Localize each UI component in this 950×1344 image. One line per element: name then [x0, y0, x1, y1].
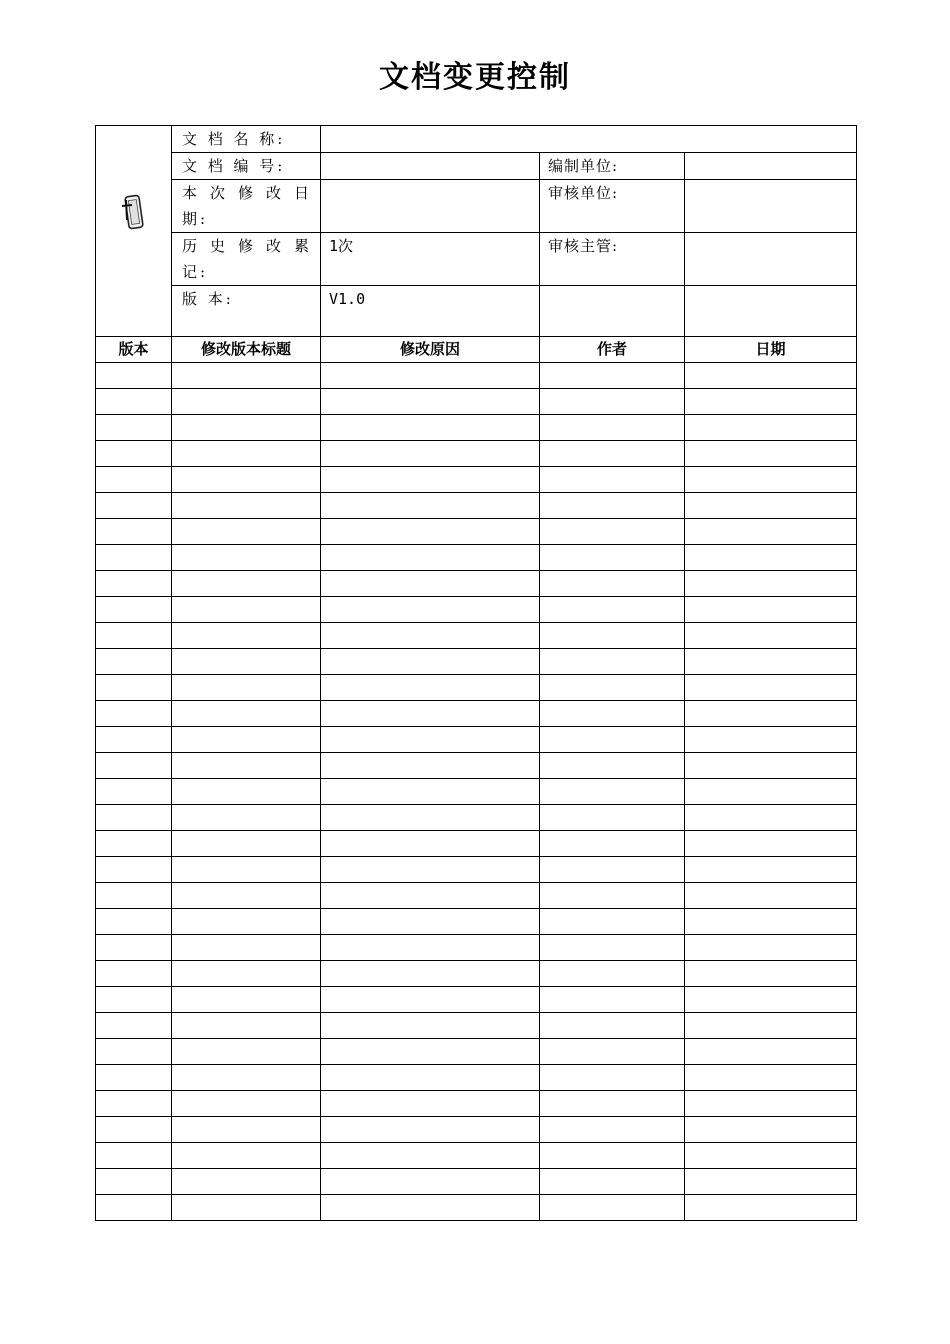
table-row [96, 389, 857, 415]
table-cell[interactable] [540, 805, 685, 831]
table-row [96, 1195, 857, 1221]
table-cell[interactable] [96, 831, 172, 857]
table-cell[interactable] [96, 961, 172, 987]
modify-date-value [321, 180, 540, 233]
table-cell[interactable] [321, 519, 540, 545]
table-cell[interactable] [172, 753, 321, 779]
table-cell[interactable] [540, 545, 685, 571]
review-unit-label: 审核单位: [540, 180, 685, 233]
table-cell[interactable] [685, 909, 857, 935]
table-cell[interactable] [685, 467, 857, 493]
table-cell[interactable] [540, 1039, 685, 1065]
table-cell[interactable] [685, 779, 857, 805]
table-cell[interactable] [685, 1117, 857, 1143]
table-row [96, 883, 857, 909]
table-cell[interactable] [685, 597, 857, 623]
table-cell[interactable] [96, 519, 172, 545]
table-cell[interactable] [321, 779, 540, 805]
table-cell[interactable] [685, 441, 857, 467]
table-cell[interactable] [172, 597, 321, 623]
table-cell[interactable] [172, 1091, 321, 1117]
table-cell[interactable] [321, 363, 540, 389]
table-cell[interactable] [540, 857, 685, 883]
table-cell[interactable] [540, 1013, 685, 1039]
table-cell[interactable] [321, 1195, 540, 1221]
table-row [96, 1065, 857, 1091]
pen-tablet-icon [114, 190, 154, 236]
table-cell[interactable] [685, 415, 857, 441]
table-row [96, 831, 857, 857]
table-cell[interactable] [96, 571, 172, 597]
table-cell[interactable] [685, 987, 857, 1013]
table-row [96, 675, 857, 701]
table-cell[interactable] [172, 1195, 321, 1221]
table-cell[interactable] [321, 467, 540, 493]
table-cell[interactable] [540, 909, 685, 935]
modify-date-label: 本 次 修 改 日 期: [172, 180, 321, 233]
table-cell[interactable] [172, 701, 321, 727]
table-row [96, 1039, 857, 1065]
table-cell[interactable] [321, 883, 540, 909]
table-cell[interactable] [172, 571, 321, 597]
table-row [96, 701, 857, 727]
table-cell[interactable] [321, 1065, 540, 1091]
review-unit-value [685, 180, 857, 233]
col-header-version: 版本 [96, 337, 172, 363]
table-row [96, 857, 857, 883]
table-row [96, 1013, 857, 1039]
table-cell[interactable] [321, 987, 540, 1013]
table-cell[interactable] [321, 649, 540, 675]
table-cell[interactable] [96, 623, 172, 649]
table-cell[interactable] [685, 857, 857, 883]
col-header-date: 日期 [685, 337, 857, 363]
col-header-author: 作者 [540, 337, 685, 363]
empty-cell [685, 286, 857, 337]
table-cell[interactable] [685, 727, 857, 753]
table-cell[interactable] [96, 857, 172, 883]
doc-name-value [321, 126, 857, 153]
table-row [96, 1169, 857, 1195]
page-title: 文档变更控制 [379, 60, 571, 95]
table-cell[interactable] [321, 675, 540, 701]
table-cell[interactable] [172, 883, 321, 909]
table-cell[interactable] [96, 415, 172, 441]
table-cell[interactable] [96, 753, 172, 779]
table-cell[interactable] [540, 571, 685, 597]
table-cell[interactable] [96, 935, 172, 961]
table-cell[interactable] [685, 363, 857, 389]
table-row [96, 519, 857, 545]
table-cell[interactable] [540, 779, 685, 805]
table-row [96, 493, 857, 519]
table-cell[interactable] [321, 1013, 540, 1039]
logo-cell [96, 126, 172, 337]
table-cell[interactable] [321, 415, 540, 441]
table-row [96, 753, 857, 779]
table-row [96, 1143, 857, 1169]
table-row [96, 1091, 857, 1117]
table-cell[interactable] [321, 961, 540, 987]
table-cell[interactable] [685, 1091, 857, 1117]
table-cell[interactable] [172, 1065, 321, 1091]
table-cell[interactable] [96, 493, 172, 519]
table-cell[interactable] [172, 415, 321, 441]
table-cell[interactable] [172, 1169, 321, 1195]
table-cell[interactable] [685, 571, 857, 597]
table-cell[interactable] [96, 1143, 172, 1169]
table-cell[interactable] [540, 597, 685, 623]
table-cell[interactable] [321, 545, 540, 571]
table-cell[interactable] [96, 883, 172, 909]
table-cell[interactable] [172, 519, 321, 545]
col-header-reason: 修改原因 [321, 337, 540, 363]
table-row [96, 935, 857, 961]
table-cell[interactable] [685, 519, 857, 545]
change-control-table [95, 125, 857, 1221]
table-row [96, 961, 857, 987]
table-cell[interactable] [172, 467, 321, 493]
empty-cell [540, 286, 685, 337]
table-cell[interactable] [96, 467, 172, 493]
table-row [96, 909, 857, 935]
table-cell[interactable] [172, 831, 321, 857]
table-cell[interactable] [96, 1065, 172, 1091]
table-cell[interactable] [321, 1169, 540, 1195]
table-row [96, 545, 857, 571]
table-cell[interactable] [172, 1143, 321, 1169]
table-cell[interactable] [96, 363, 172, 389]
table-row [96, 649, 857, 675]
table-cell[interactable] [685, 675, 857, 701]
table-cell[interactable] [685, 701, 857, 727]
doc-number-label: 文 档 编 号: [172, 153, 321, 180]
table-cell[interactable] [96, 1013, 172, 1039]
table-row [96, 805, 857, 831]
table-row [96, 727, 857, 753]
table-cell[interactable] [685, 1039, 857, 1065]
table-cell[interactable] [540, 831, 685, 857]
table-cell[interactable] [172, 727, 321, 753]
table-row [96, 623, 857, 649]
table-row [96, 441, 857, 467]
table-cell[interactable] [172, 857, 321, 883]
table-cell[interactable] [96, 701, 172, 727]
table-cell[interactable] [172, 909, 321, 935]
table-cell[interactable] [321, 909, 540, 935]
table-cell[interactable] [540, 1195, 685, 1221]
table-cell[interactable] [540, 987, 685, 1013]
table-cell[interactable] [540, 701, 685, 727]
table-cell[interactable] [96, 389, 172, 415]
table-cell[interactable] [540, 1169, 685, 1195]
table-cell[interactable] [540, 493, 685, 519]
table-cell[interactable] [172, 545, 321, 571]
table-cell[interactable] [321, 1117, 540, 1143]
table-cell[interactable] [96, 727, 172, 753]
table-cell[interactable] [540, 415, 685, 441]
table-cell[interactable] [321, 753, 540, 779]
review-manager-label: 审核主管: [540, 233, 685, 286]
table-cell[interactable] [685, 493, 857, 519]
version-value: V1.0 [321, 286, 540, 337]
table-cell[interactable] [172, 623, 321, 649]
table-row [96, 571, 857, 597]
table-cell[interactable] [540, 753, 685, 779]
table-row [96, 1117, 857, 1143]
doc-name-label: 文 档 名 称: [172, 126, 321, 153]
table-cell[interactable] [685, 1013, 857, 1039]
table-cell[interactable] [96, 909, 172, 935]
table-cell[interactable] [540, 883, 685, 909]
table-cell[interactable] [321, 701, 540, 727]
table-cell[interactable] [540, 1117, 685, 1143]
table-cell[interactable] [685, 623, 857, 649]
table-cell[interactable] [172, 987, 321, 1013]
table-cell[interactable] [540, 623, 685, 649]
table-cell[interactable] [96, 649, 172, 675]
table-cell[interactable] [321, 441, 540, 467]
table-cell[interactable] [321, 389, 540, 415]
table-cell[interactable] [321, 727, 540, 753]
table-cell[interactable] [172, 1039, 321, 1065]
table-cell[interactable] [172, 493, 321, 519]
table-cell[interactable] [685, 935, 857, 961]
table-cell[interactable] [172, 675, 321, 701]
table-cell[interactable] [540, 519, 685, 545]
review-manager-value [685, 233, 857, 286]
column-header-row [96, 337, 857, 363]
table-cell[interactable] [321, 831, 540, 857]
table-row [96, 597, 857, 623]
table-cell[interactable] [172, 805, 321, 831]
table-cell[interactable] [96, 1117, 172, 1143]
table-cell[interactable] [685, 753, 857, 779]
table-cell[interactable] [321, 623, 540, 649]
table-cell[interactable] [685, 831, 857, 857]
table-cell[interactable] [540, 467, 685, 493]
table-cell[interactable] [96, 597, 172, 623]
table-cell[interactable] [685, 805, 857, 831]
table-cell[interactable] [685, 883, 857, 909]
table-cell[interactable] [321, 571, 540, 597]
table-cell[interactable] [96, 1169, 172, 1195]
table-cell[interactable] [172, 779, 321, 805]
table-cell[interactable] [540, 961, 685, 987]
table-cell[interactable] [685, 1065, 857, 1091]
table-cell[interactable] [321, 1143, 540, 1169]
compile-unit-value [685, 153, 857, 180]
table-cell[interactable] [540, 1065, 685, 1091]
table-cell[interactable] [172, 1117, 321, 1143]
table-cell[interactable] [685, 389, 857, 415]
history-label: 历 史 修 改 累 记: [172, 233, 321, 286]
table-cell[interactable] [540, 363, 685, 389]
table-cell[interactable] [172, 935, 321, 961]
table-cell[interactable] [540, 1143, 685, 1169]
table-cell[interactable] [96, 675, 172, 701]
table-cell[interactable] [685, 1195, 857, 1221]
table-cell[interactable] [540, 389, 685, 415]
table-cell[interactable] [321, 935, 540, 961]
table-cell[interactable] [540, 727, 685, 753]
table-row [96, 363, 857, 389]
history-value: 1次 [321, 233, 540, 286]
table-row [96, 467, 857, 493]
table-row [96, 987, 857, 1013]
table-cell[interactable] [685, 545, 857, 571]
version-label: 版 本: [172, 286, 321, 337]
table-cell[interactable] [172, 649, 321, 675]
doc-number-value [321, 153, 540, 180]
table-cell[interactable] [321, 805, 540, 831]
table-cell[interactable] [685, 649, 857, 675]
table-cell[interactable] [321, 493, 540, 519]
table-cell[interactable] [540, 1091, 685, 1117]
table-row [96, 779, 857, 805]
table-cell[interactable] [540, 935, 685, 961]
table-cell[interactable] [540, 675, 685, 701]
table-cell[interactable] [96, 805, 172, 831]
table-cell[interactable] [96, 1195, 172, 1221]
table-cell[interactable] [96, 441, 172, 467]
table-cell[interactable] [321, 857, 540, 883]
table-cell[interactable] [321, 1091, 540, 1117]
table-row [96, 415, 857, 441]
table-cell[interactable] [96, 545, 172, 571]
table-cell[interactable] [172, 961, 321, 987]
table-cell[interactable] [172, 1013, 321, 1039]
table-cell[interactable] [172, 441, 321, 467]
table-cell[interactable] [96, 779, 172, 805]
table-cell[interactable] [321, 1039, 540, 1065]
table-cell[interactable] [685, 1143, 857, 1169]
table-cell[interactable] [96, 1039, 172, 1065]
table-cell[interactable] [96, 1091, 172, 1117]
table-cell[interactable] [540, 649, 685, 675]
compile-unit-label: 编制单位: [540, 153, 685, 180]
table-cell[interactable] [540, 441, 685, 467]
table-cell[interactable] [321, 597, 540, 623]
table-cell[interactable] [96, 987, 172, 1013]
table-cell[interactable] [172, 363, 321, 389]
table-cell[interactable] [685, 961, 857, 987]
col-header-title: 修改版本标题 [172, 337, 321, 363]
table-cell[interactable] [685, 1169, 857, 1195]
table-cell[interactable] [172, 389, 321, 415]
